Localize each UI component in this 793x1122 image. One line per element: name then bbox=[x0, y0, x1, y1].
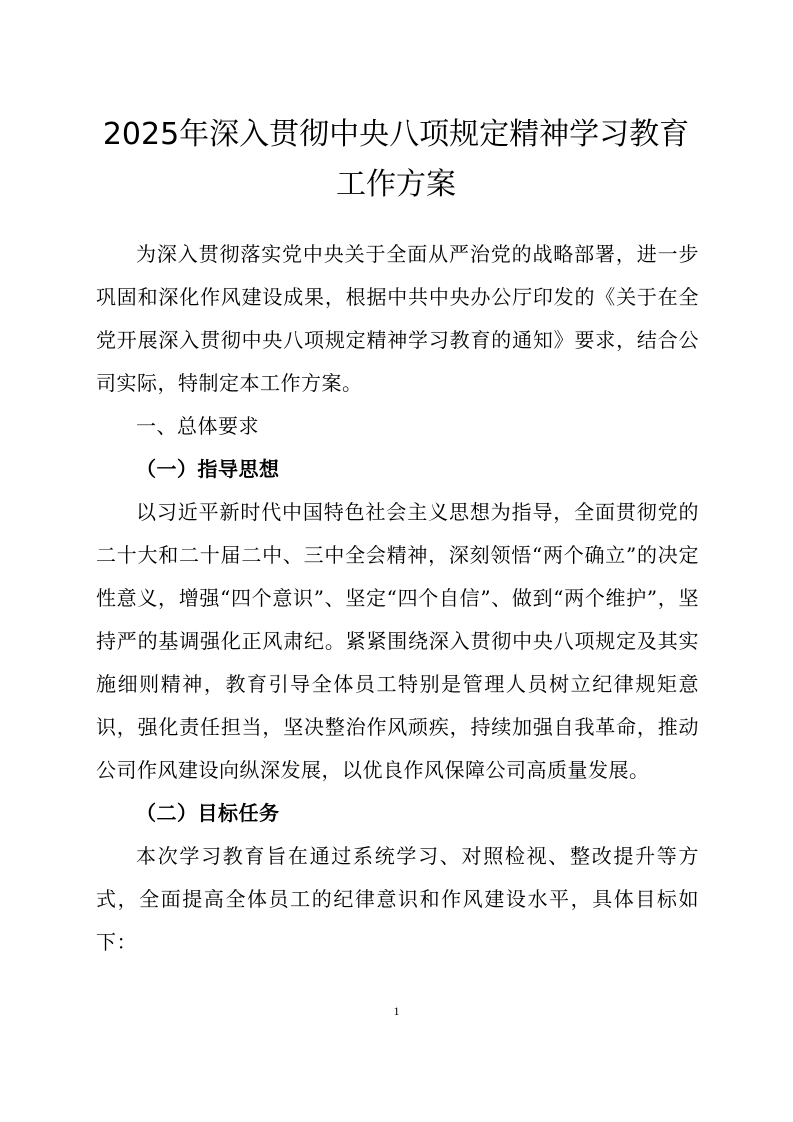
document-body bbox=[96, 233, 699, 964]
objectives-paragraph: 本次学习教育旨在通过系统学习、对照检视、整改提升等方式，全面提高全体员工的纪律意识和作风建设水平，具体目标如下： bbox=[96, 844, 699, 954]
document-title: 2025年深入贯彻中央八项规定精神学习教育工作方案 bbox=[102, 117, 690, 202]
subsection-heading-objectives: （二）目标任务 bbox=[136, 801, 280, 825]
section-heading-overall-requirements: 一、总体要求 bbox=[136, 414, 259, 438]
intro-paragraph: 为深入贯彻落实党中央关于全面从严治党的战略部署，进一步巩固和深化作风建设成果，根据中共中央办公厅印发的《关于在全党开展深入贯彻中央八项规定精神学习教育的通知》要求，结合公司实际，特制定本工作方案。 bbox=[96, 242, 699, 395]
guiding-ideology-paragraph: 以习近平新时代中国特色社会主义思想为指导，全面贯彻党的二十大和二十届二中、三中全会精神，深刻领悟“两个确立”的决定性意义，增强“四个意识”、坚定“四个自信”、做到“两个维护”，坚持严的基调强化正风肃纪。紧紧围绕深入贯彻中央八项规定及其实施细则精神，教育引导全体员工特别是管理人员树立纪律规矩意识，强化责任担当，坚决整治作风顽疾，持续加强自我革命，推动公司作风建设向纵深发展，以优良作风保障公司高质量发展。 bbox=[96, 500, 699, 782]
subsection-heading-guiding-ideology: （一）指导思想 bbox=[136, 457, 280, 481]
page-number: 1 bbox=[393, 1004, 400, 1018]
